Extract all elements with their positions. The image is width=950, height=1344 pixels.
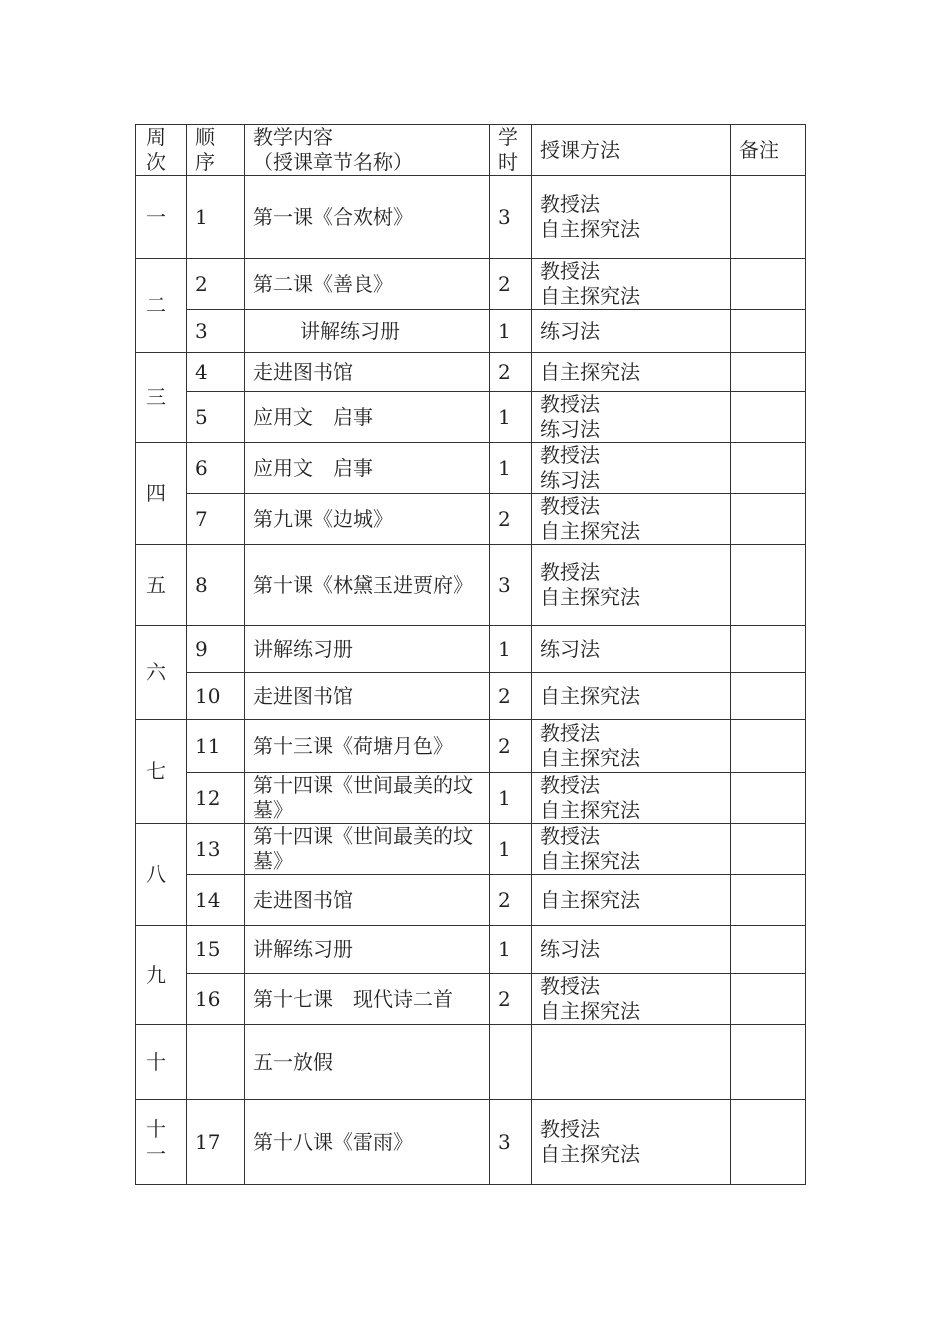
header-order-line2: 序 — [195, 150, 215, 174]
notes-cell — [731, 1025, 806, 1100]
notes-cell — [731, 1100, 806, 1185]
hours-cell: 1 — [490, 626, 532, 673]
notes-cell — [731, 974, 806, 1025]
week-cell — [136, 176, 187, 259]
week-cell — [136, 353, 187, 443]
method-label: 自主探究法 — [540, 849, 640, 873]
method-label: 教授法 — [540, 259, 600, 283]
method-label: 自主探究法 — [540, 359, 640, 384]
header-hours — [490, 125, 532, 176]
method-label: 自主探究法 — [540, 519, 640, 543]
content-cell: 讲解练习册 — [245, 310, 490, 353]
notes-cell — [731, 259, 806, 310]
order-cell: 5 — [187, 392, 245, 443]
header-content-line2: （授课章节名称） — [253, 150, 413, 174]
method-cell — [532, 353, 731, 392]
content-cell: 第九课《边城》 — [245, 494, 490, 545]
order-cell: 14 — [187, 875, 245, 926]
order-cell: 10 — [187, 673, 245, 720]
method-label: 练习法 — [540, 318, 600, 343]
order-cell: 12 — [187, 773, 245, 824]
week-label: 三 — [146, 385, 166, 409]
teaching-schedule-table — [135, 124, 806, 1185]
notes-cell — [731, 926, 806, 974]
method-label: 教授法 — [540, 974, 600, 998]
order-cell: 2 — [187, 259, 245, 310]
table-row — [136, 176, 806, 259]
header-week-line2: 次 — [146, 150, 166, 174]
order-cell: 16 — [187, 974, 245, 1025]
method-label: 自主探究法 — [540, 585, 640, 609]
method-label: 教授法 — [540, 192, 600, 216]
hours-cell: 2 — [490, 720, 532, 773]
hours-cell: 2 — [490, 353, 532, 392]
method-label: 自主探究法 — [540, 1142, 640, 1166]
method-label: 自主探究法 — [540, 217, 640, 241]
method-label: 练习法 — [540, 468, 600, 492]
table-row — [136, 353, 806, 392]
content-cell: 讲解练习册 — [245, 926, 490, 974]
hours-cell: 1 — [490, 310, 532, 353]
hours-cell: 3 — [490, 1100, 532, 1185]
method-label: 教授法 — [540, 494, 600, 518]
table-row — [136, 773, 806, 824]
method-label: 自主探究法 — [540, 284, 640, 308]
method-cell — [532, 310, 731, 353]
table-row — [136, 926, 806, 974]
table-row — [136, 1025, 806, 1100]
content-cell: 第十课《林黛玉进贾府》 — [245, 545, 490, 626]
content-cell: 第十四课《世间最美的坟墓》 — [245, 773, 490, 824]
notes-cell — [731, 443, 806, 494]
header-week-line1: 周 — [146, 125, 166, 149]
notes-cell — [731, 392, 806, 443]
content-cell: 应用文 启事 — [245, 443, 490, 494]
method-cell — [532, 824, 731, 875]
method-label: 教授法 — [540, 443, 600, 467]
table-row — [136, 673, 806, 720]
week-label: 一 — [146, 1142, 166, 1166]
method-label: 练习法 — [540, 417, 600, 441]
header-row — [136, 125, 806, 176]
week-cell — [136, 443, 187, 545]
table-row — [136, 392, 806, 443]
hours-cell: 1 — [490, 926, 532, 974]
hours-cell: 2 — [490, 673, 532, 720]
hours-cell: 2 — [490, 875, 532, 926]
hours-cell: 2 — [490, 494, 532, 545]
table-row — [136, 1100, 806, 1185]
method-cell — [532, 1025, 731, 1100]
order-cell: 6 — [187, 443, 245, 494]
method-label: 教授法 — [540, 824, 600, 848]
header-hours-line2: 时 — [498, 150, 518, 174]
header-content-line1: 教学内容 — [253, 125, 333, 149]
order-cell: 4 — [187, 353, 245, 392]
week-label: 七 — [146, 759, 166, 783]
week-cell — [136, 626, 187, 720]
method-label: 教授法 — [540, 392, 600, 416]
week-cell — [136, 1025, 187, 1100]
notes-cell — [731, 310, 806, 353]
hours-cell: 1 — [490, 773, 532, 824]
content-cell: 第十七课 现代诗二首 — [245, 974, 490, 1025]
table-row — [136, 824, 806, 875]
table-row — [136, 310, 806, 353]
content-cell: 走进图书馆 — [245, 353, 490, 392]
method-cell — [532, 626, 731, 673]
table-row — [136, 545, 806, 626]
order-cell: 13 — [187, 824, 245, 875]
notes-cell — [731, 824, 806, 875]
week-label: 一 — [146, 204, 166, 229]
content-cell: 五一放假 — [245, 1025, 490, 1100]
notes-cell — [731, 545, 806, 626]
method-label: 自主探究法 — [540, 746, 640, 770]
method-label: 自主探究法 — [540, 683, 640, 708]
table-row — [136, 875, 806, 926]
table-row — [136, 720, 806, 773]
hours-cell: 3 — [490, 545, 532, 626]
method-label: 练习法 — [540, 937, 600, 961]
week-label: 十 — [146, 1117, 166, 1141]
header-content — [245, 125, 490, 176]
method-label: 教授法 — [540, 773, 600, 797]
week-cell — [136, 824, 187, 926]
method-label: 练习法 — [540, 636, 600, 661]
content-cell: 讲解练习册 — [245, 626, 490, 673]
content-cell: 第十八课《雷雨》 — [245, 1100, 490, 1185]
week-cell — [136, 720, 187, 824]
order-cell: 9 — [187, 626, 245, 673]
table-row — [136, 974, 806, 1025]
hours-cell: 1 — [490, 392, 532, 443]
week-label: 十 — [146, 1049, 166, 1074]
method-label: 教授法 — [540, 1117, 600, 1141]
method-cell — [532, 773, 731, 824]
header-order — [187, 125, 245, 176]
notes-cell — [731, 353, 806, 392]
method-label: 自主探究法 — [540, 999, 640, 1023]
hours-cell — [490, 1025, 532, 1100]
hours-cell: 2 — [490, 974, 532, 1025]
week-label: 九 — [146, 962, 166, 987]
week-cell — [136, 259, 187, 353]
notes-cell — [731, 875, 806, 926]
content-cell: 第二课《善良》 — [245, 259, 490, 310]
week-label: 二 — [146, 293, 166, 317]
content-cell: 第十四课《世间最美的坟墓》 — [245, 824, 490, 875]
week-cell — [136, 545, 187, 626]
order-cell: 7 — [187, 494, 245, 545]
order-cell: 11 — [187, 720, 245, 773]
method-cell — [532, 1100, 731, 1185]
header-notes: 备注 — [731, 125, 806, 176]
method-label: 自主探究法 — [540, 887, 640, 912]
method-cell — [532, 494, 731, 545]
method-label: 教授法 — [540, 560, 600, 584]
week-cell — [136, 926, 187, 1025]
method-cell — [532, 875, 731, 926]
method-cell — [532, 443, 731, 494]
order-cell: 3 — [187, 310, 245, 353]
hours-cell: 1 — [490, 824, 532, 875]
week-cell — [136, 1100, 187, 1185]
header-order-line1: 顺 — [195, 125, 215, 149]
hours-cell: 3 — [490, 176, 532, 259]
notes-cell — [731, 626, 806, 673]
method-cell — [532, 974, 731, 1025]
order-cell: 17 — [187, 1100, 245, 1185]
content-cell: 走进图书馆 — [245, 875, 490, 926]
week-label: 八 — [146, 862, 166, 886]
week-label: 六 — [146, 660, 166, 684]
content-cell: 第一课《合欢树》 — [245, 176, 490, 259]
header-method: 授课方法 — [532, 125, 731, 176]
notes-cell — [731, 720, 806, 773]
method-cell — [532, 392, 731, 443]
method-cell — [532, 259, 731, 310]
method-cell — [532, 673, 731, 720]
hours-cell: 2 — [490, 259, 532, 310]
week-label: 四 — [146, 481, 166, 505]
header-week — [136, 125, 187, 176]
order-cell: 1 — [187, 176, 245, 259]
hours-cell: 1 — [490, 443, 532, 494]
week-label: 五 — [146, 572, 166, 597]
order-cell: 15 — [187, 926, 245, 974]
method-cell — [532, 720, 731, 773]
method-cell — [532, 176, 731, 259]
method-label: 教授法 — [540, 721, 600, 745]
content-cell: 第十三课《荷塘月色》 — [245, 720, 490, 773]
table-row — [136, 259, 806, 310]
method-cell — [532, 926, 731, 974]
table-row — [136, 494, 806, 545]
order-cell: 8 — [187, 545, 245, 626]
method-label: 自主探究法 — [540, 798, 640, 822]
table-row — [136, 626, 806, 673]
content-cell: 应用文 启事 — [245, 392, 490, 443]
table-row — [136, 443, 806, 494]
notes-cell — [731, 773, 806, 824]
content-cell: 走进图书馆 — [245, 673, 490, 720]
notes-cell — [731, 494, 806, 545]
order-cell — [187, 1025, 245, 1100]
header-hours-line1: 学 — [498, 125, 518, 149]
notes-cell — [731, 673, 806, 720]
schedule-body — [136, 176, 806, 1185]
notes-cell — [731, 176, 806, 259]
method-cell — [532, 545, 731, 626]
